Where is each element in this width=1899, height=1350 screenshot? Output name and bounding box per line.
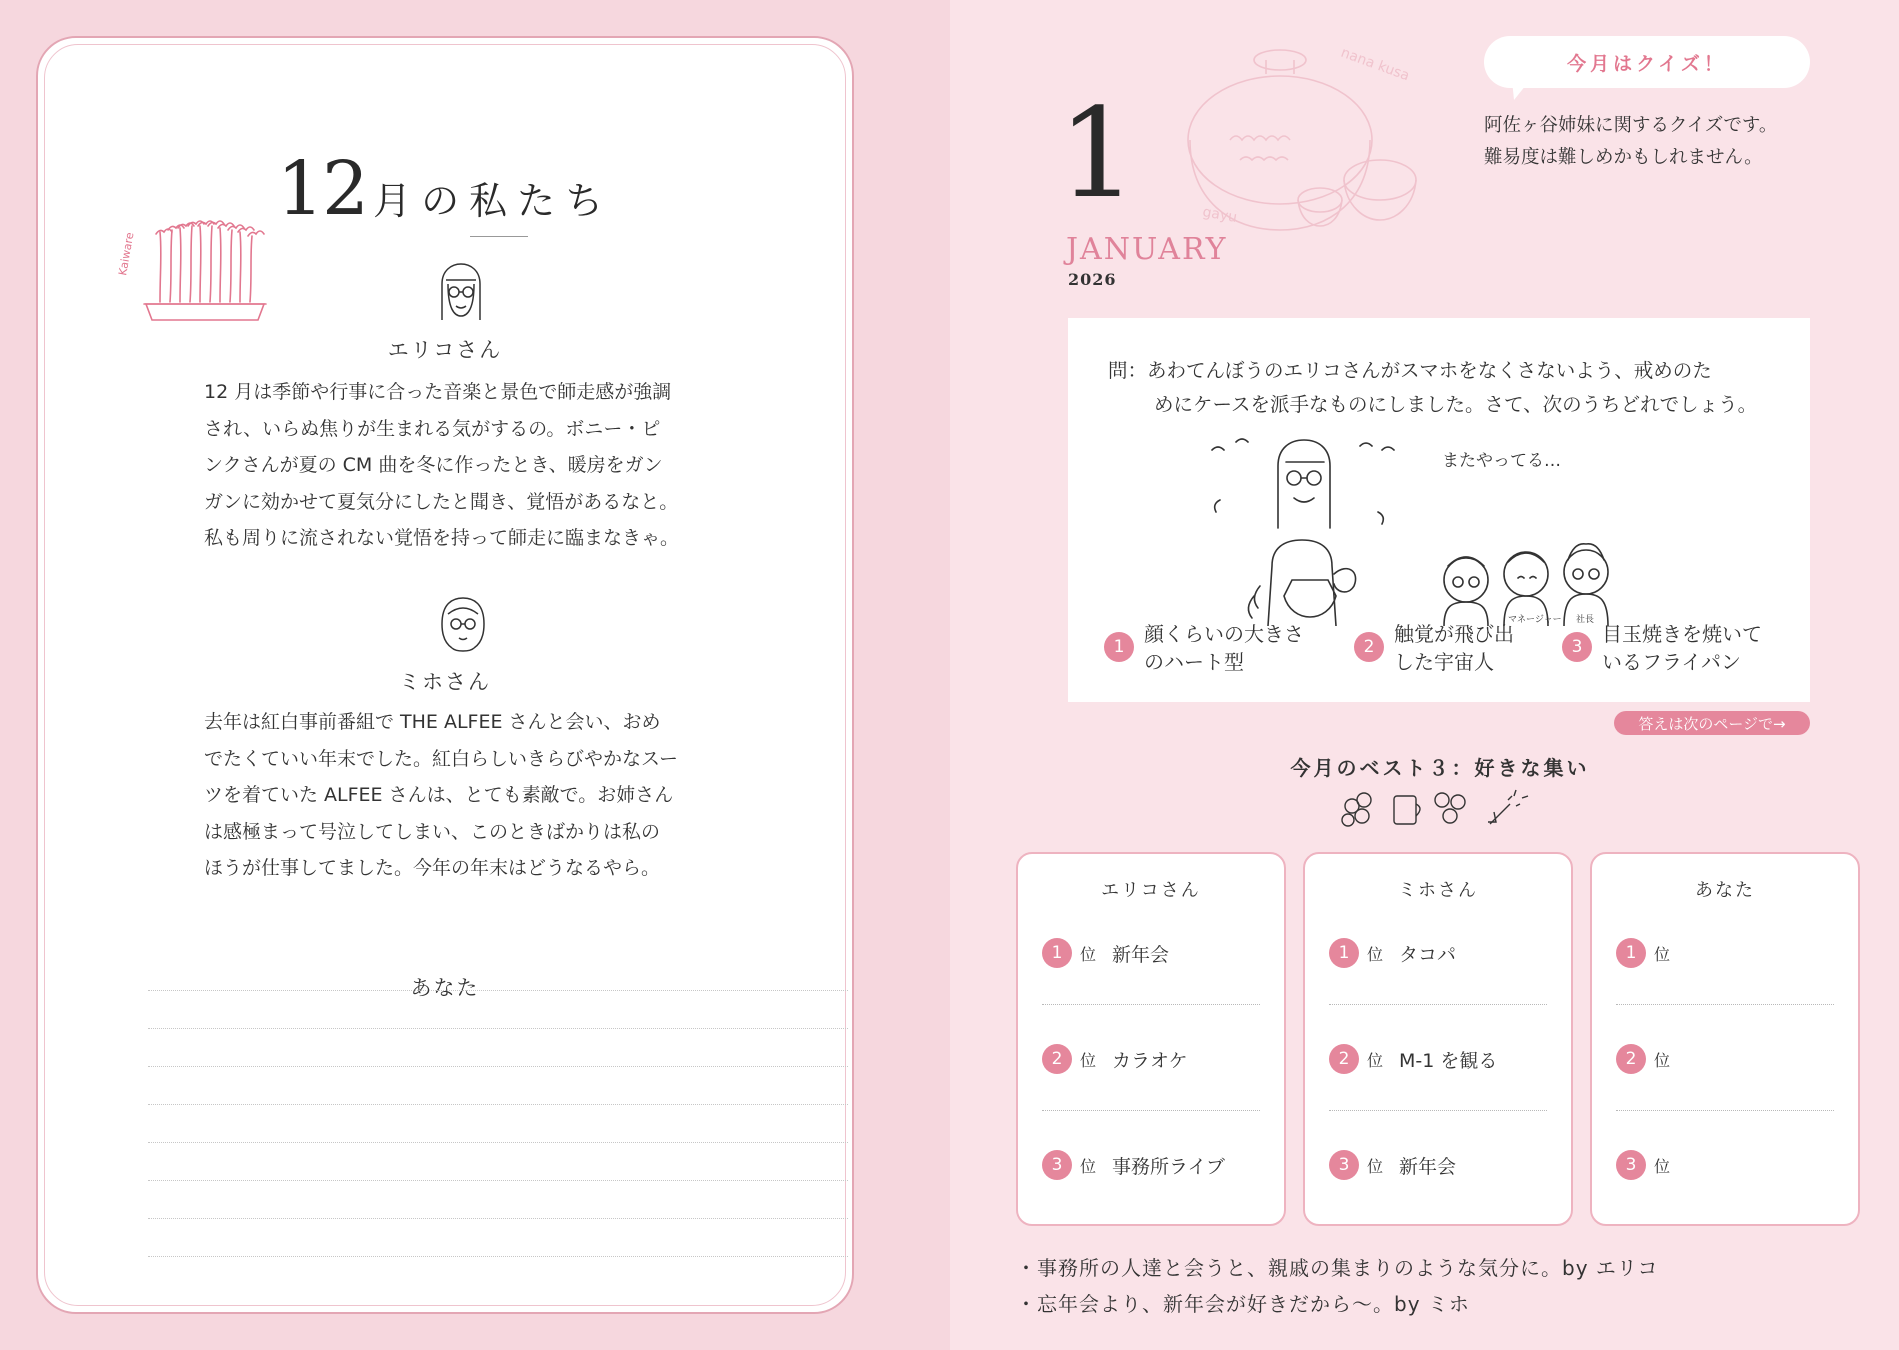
doodle-label: gayu [1201,204,1239,226]
rank-card-head: エリコさん [1101,880,1201,901]
miho-line: ほうが仕事してました。今年の年末はどうなるやら。 [204,857,661,879]
rank-value: 新年会 [1112,943,1170,966]
miho-face-icon [436,594,490,656]
eriko-text [204,374,724,557]
option-number: 2 [1354,632,1384,662]
option-line: 顔くらいの大きさ [1144,622,1304,646]
writing-line[interactable] [148,1142,848,1143]
rank-number: 2 [1329,1044,1359,1074]
miho-line: でたくていい年末でした。紅白らしいきらびやかなスー [204,747,679,770]
rank-row [1329,1044,1497,1074]
quiz-illustration [1208,436,1678,626]
miho-text [204,704,724,887]
eriko-line: ンクさんが夏の CM 曲を冬に作ったとき、暖房をガン [204,454,663,476]
option-text [1394,620,1514,676]
intro-line: 阿佐ヶ谷姉妹に関するクイズです。 [1484,115,1778,136]
rank-card-eriko [1016,852,1286,1226]
rank-row [1042,1044,1188,1074]
quiz-bubble: 今月はクイズ！ [1484,36,1810,88]
miho-line: は感極まって号泣してしまい、このときばかりは私の [204,820,661,843]
option-line: 目玉焼きを焼いて [1602,622,1762,646]
option-2[interactable] [1354,620,1514,676]
option-1[interactable] [1104,620,1304,676]
option-line: 触覚が飛び出 [1394,622,1514,646]
writing-line[interactable] [148,1180,848,1181]
rank-suffix: 位 [1654,1156,1671,1176]
note-eriko: ・事務所の人達と会うと、親戚の集まりのような気分に。by エリコ [1016,1256,1659,1280]
rank-suffix: 位 [1654,944,1671,964]
rank-number: 3 [1616,1150,1646,1180]
rank-divider [1042,1004,1260,1005]
rank-value: カラオケ [1112,1049,1188,1072]
rank-number: 2 [1042,1044,1072,1074]
rank-divider [1329,1004,1547,1005]
miho-line: ツを着ていた ALFEE さんは、とても素敵で。お姉さん [204,784,674,806]
gathering-icons [1340,786,1540,830]
month-name: JANUARY [1066,232,1228,267]
option-number: 3 [1562,632,1592,662]
illus-caption: またやってる… [1442,451,1561,471]
rank-suffix: 位 [1080,1156,1097,1176]
option-number: 1 [1104,632,1134,662]
rank-suffix: 位 [1367,1050,1384,1070]
eriko-line: 12 月は季節や行事に合った音楽と景色で師走感が強調 [204,381,672,403]
december-card [36,36,854,1314]
option-line: した宇宙人 [1394,650,1494,674]
rank-number: 3 [1329,1150,1359,1180]
option-text [1602,620,1762,676]
rank-divider [1329,1110,1547,1111]
option-line: のハート型 [1144,650,1244,674]
rank-row [1042,938,1169,968]
eriko-face-icon [434,262,488,324]
title-text: 月の私たち [373,179,614,223]
miho-name: ミホさん [399,670,491,694]
eriko-line: され、いらぬ焦りが生まれる気がするの。ボニー・ピ [204,417,661,440]
rank-suffix: 位 [1367,944,1384,964]
rank-suffix: 位 [1080,1050,1097,1070]
you-label: あなた [410,976,480,1000]
bubble-tail [1510,80,1532,102]
note-miho: ・忘年会より、新年会が好きだから〜。by ミホ [1016,1292,1470,1316]
rank-number: 3 [1042,1150,1072,1180]
question-line: 問：あわてんぼうのエリコさんがスマホをなくさないよう、戒めのた [1108,359,1712,382]
rank-row [1616,1150,1686,1180]
writing-line[interactable] [148,1218,848,1219]
rank-number: 1 [1329,938,1359,968]
year: 2026 [1068,270,1117,289]
intro-line: 難易度は難しめかもしれません。 [1484,147,1763,168]
writing-line[interactable] [148,990,848,991]
best3-title: 今月のベスト３：好きな集い [1290,756,1590,780]
title-number: 12 [276,146,368,232]
rank-value: 事務所ライブ [1112,1155,1225,1178]
quiz-intro [1484,110,1884,174]
illus-tag-president: 社長 [1576,615,1595,625]
option-line: いるフライパン [1602,650,1741,674]
eriko-line: 私も周りに流されない覚悟を持って師走に臨まなきゃ。 [204,527,680,549]
miho-line: 去年は紅白事前番組で THE ALFEE さんと会い、おめ [204,711,661,733]
rank-card-head: ミホさん [1398,880,1478,901]
rank-row [1616,1044,1686,1074]
eriko-line: ガンに効かせて夏気分にしたと聞き、覚悟があるなと。 [204,490,679,513]
rank-value: M-1 を観る [1399,1049,1498,1072]
sprout-illustration [116,212,276,330]
rank-divider [1616,1110,1834,1111]
option-3[interactable] [1562,620,1762,676]
sprout-label: Kaiware [116,231,137,277]
rank-row [1616,938,1686,968]
rank-row [1329,1150,1456,1180]
rank-suffix: 位 [1080,944,1097,964]
question-line: めにケースを派手なものにしました。さて、次のうちどれでしょう。 [1154,393,1758,416]
writing-line[interactable] [148,1028,848,1029]
writing-line[interactable] [148,1104,848,1105]
rank-suffix: 位 [1367,1156,1384,1176]
rank-number: 1 [1616,938,1646,968]
rank-row [1329,938,1456,968]
rank-suffix: 位 [1654,1050,1671,1070]
rank-divider [1042,1110,1260,1111]
eriko-name: エリコさん [387,338,503,362]
illus-tag-manager: マネージャー [1508,615,1562,625]
answer-next-page-link[interactable]: 答えは次のページで→ [1614,711,1810,735]
rank-value: 新年会 [1399,1155,1457,1178]
month-number: 1 [1058,82,1137,226]
writing-line[interactable] [148,1066,848,1067]
title-rule [470,236,528,237]
option-text [1144,620,1304,676]
rank-value: タコパ [1399,943,1457,966]
quiz-box [1068,318,1810,702]
rank-number: 2 [1616,1044,1646,1074]
doodle-label: nana kusa [1338,44,1412,85]
quiz-question [1108,354,1788,422]
rank-card-miho [1303,852,1573,1226]
rank-card-head: あなた [1695,880,1755,901]
nanakusa-gayu-doodle [1170,30,1440,250]
rank-number: 1 [1042,938,1072,968]
rank-card-you [1590,852,1860,1226]
rank-row [1042,1150,1225,1180]
rank-divider [1616,1004,1834,1005]
writing-line[interactable] [148,1256,848,1257]
